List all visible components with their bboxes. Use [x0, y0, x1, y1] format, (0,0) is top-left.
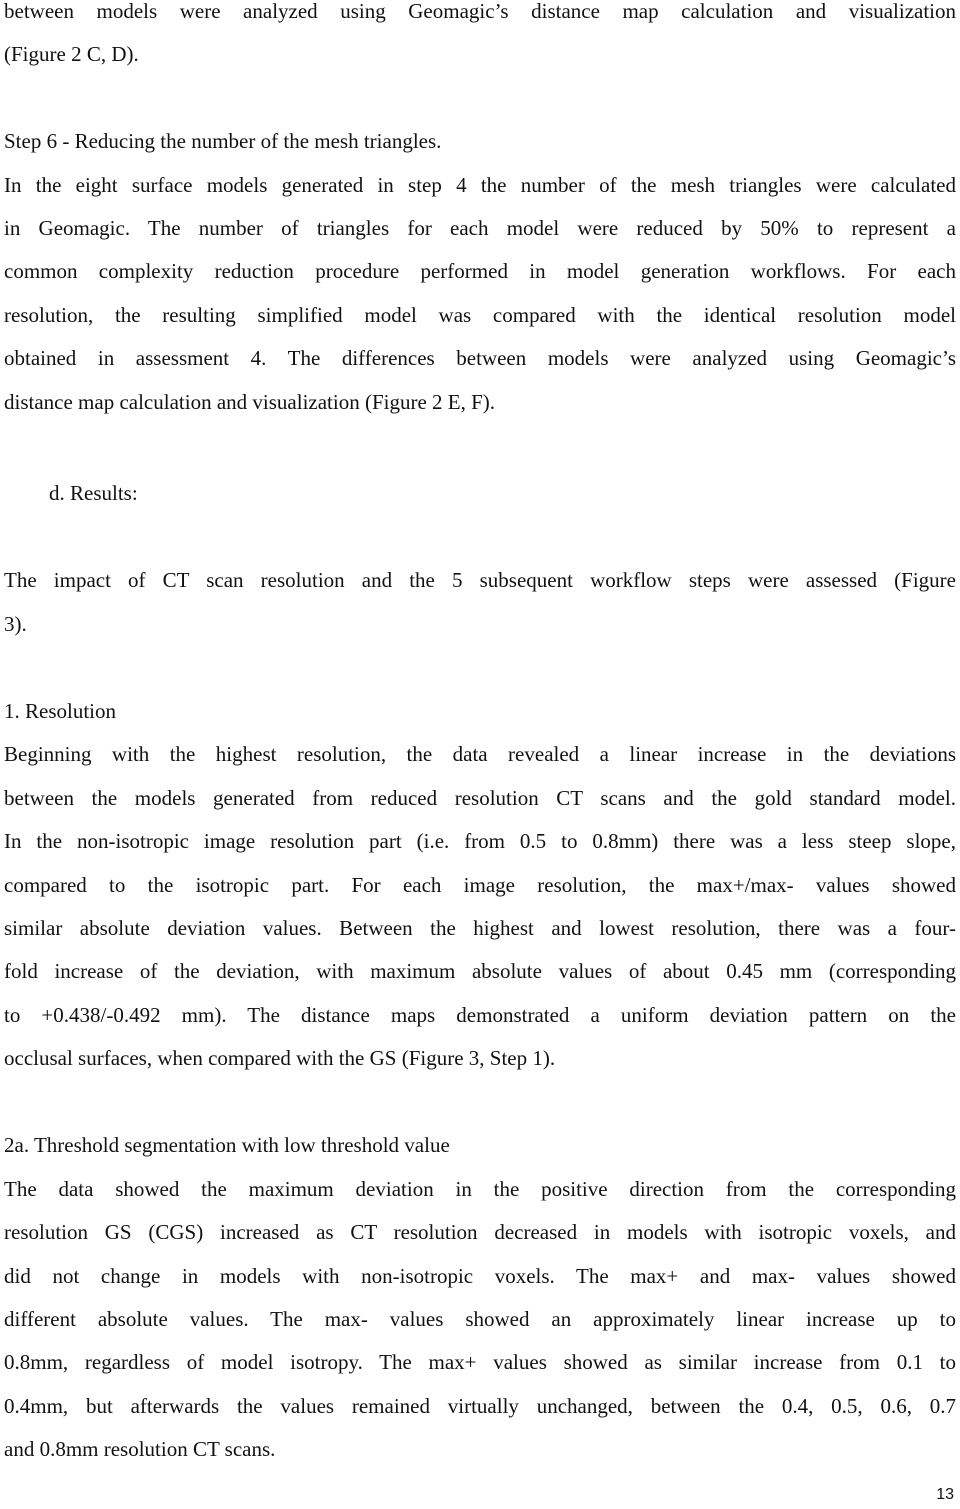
text-line: fold increase of the deviation, with maximum absolute values of about 0.45 mm (corresponding [4, 959, 956, 983]
text-line: Beginning with the highest resolution, the data revealed a linear increase in the deviations [4, 742, 956, 766]
text-line: In the non-isotropic image resolution part (i.e. from 0.5 to 0.8mm) there was a less steep slope, [4, 829, 956, 853]
text-line: common complexity reduction procedure performed in model generation workflows. For each [4, 259, 956, 283]
text-line: compared to the isotropic part. For each image resolution, the max+/max- values showed [4, 873, 956, 897]
step-heading: Step 6 - Reducing the number of the mesh triangles. [4, 129, 442, 153]
text-line: occlusal surfaces, when compared with the GS (Figure 3, Step 1). [4, 1046, 556, 1070]
text-line: resolution, the resulting simplified model was compared with the identical resolution model [4, 303, 956, 327]
text-line: different absolute values. The max- values showed an approximately linear increase up to [4, 1307, 956, 1331]
text-line: resolution GS (CGS) increased as CT resolution decreased in models with isotropic voxels, and [4, 1220, 956, 1244]
text-line: similar absolute deviation values. Between the highest and lowest resolution, there was a four- [4, 916, 956, 940]
text-line: between models were analyzed using Geomagic’s distance map calculation and visualization [4, 0, 956, 23]
text-line: The impact of CT scan resolution and the 5 subsequent workflow steps were assessed (Figure [4, 568, 956, 592]
text-line: between the models generated from reduced resolution CT scans and the gold standard model. [4, 786, 956, 810]
subsection-heading: 1. Resolution [4, 699, 117, 723]
text-line: The data showed the maximum deviation in the positive direction from the corresponding [4, 1177, 956, 1201]
text-line: did not change in models with non-isotropic voxels. The max+ and max- values showed [4, 1264, 956, 1288]
page-number: 13 [936, 1486, 954, 1503]
text-line: obtained in assessment 4. The differences between models were analyzed using Geomagic’s [4, 346, 956, 370]
text-line: to +0.438/-0.492 mm). The distance maps demonstrated a uniform deviation pattern on the [4, 1003, 956, 1027]
text-line: distance map calculation and visualization (Figure 2 E, F). [4, 390, 496, 414]
text-line: in Geomagic. The number of triangles for each model were reduced by 50% to represent a [4, 216, 956, 240]
section-heading: d. Results: [49, 481, 138, 505]
text-line: 3). [4, 612, 27, 636]
text-line: 0.4mm, but afterwards the values remained virtually unchanged, between the 0.4, 0.5, 0.6, 0.7 [4, 1394, 956, 1418]
text-line: and 0.8mm resolution CT scans. [4, 1437, 276, 1461]
text-line: In the eight surface models generated in step 4 the number of the mesh triangles were calculated [4, 173, 956, 197]
text-line: 0.8mm, regardless of model isotropy. The max+ values showed as similar increase from 0.1 to [4, 1350, 956, 1374]
text-line: (Figure 2 C, D). [4, 42, 139, 66]
subsection-heading: 2a. Threshold segmentation with low threshold value [4, 1133, 450, 1157]
